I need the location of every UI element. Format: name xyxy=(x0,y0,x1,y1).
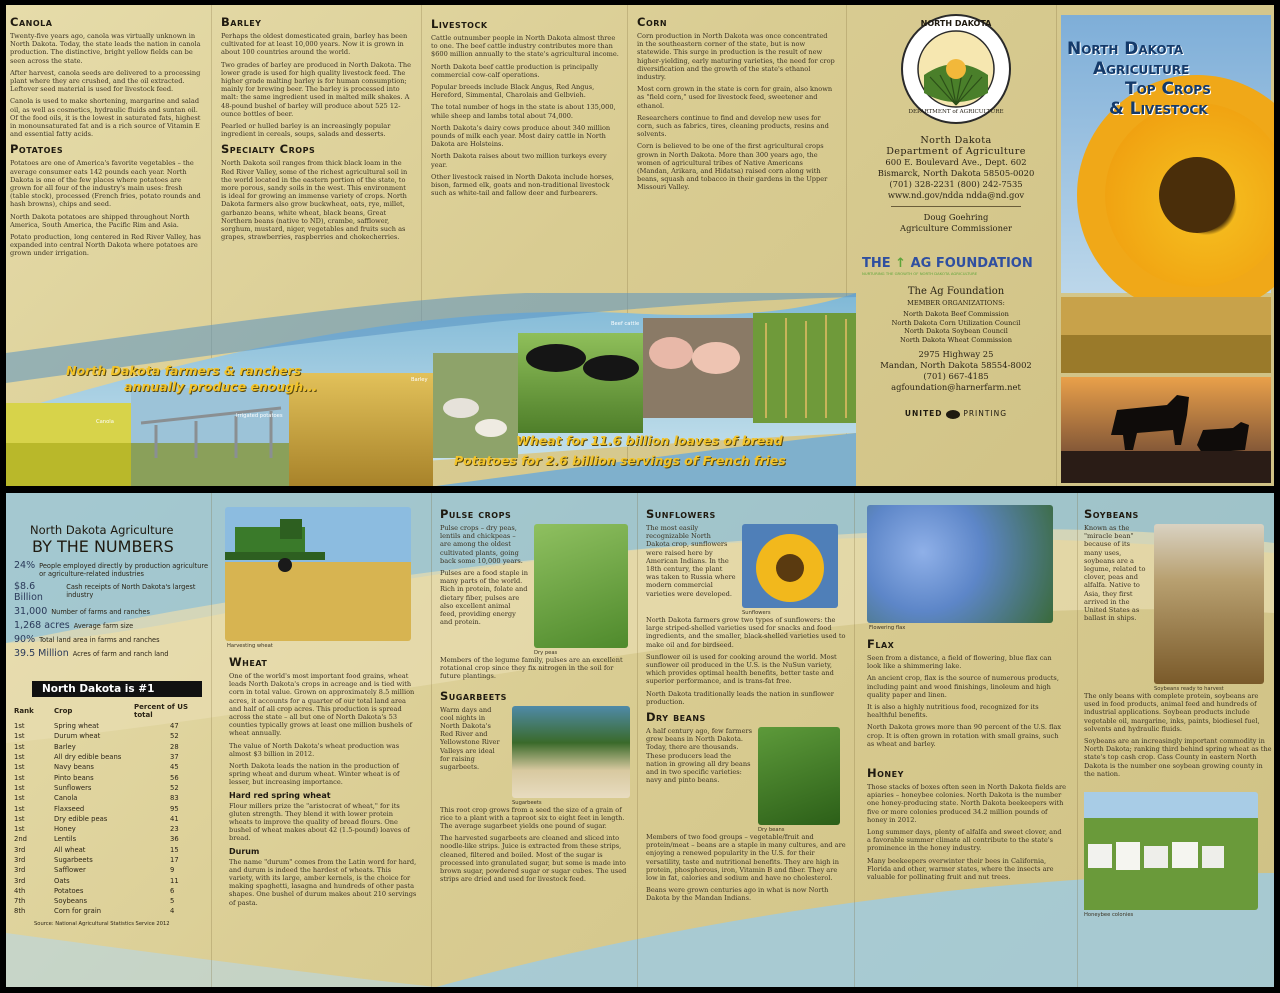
pulse-heading: Pulse crops xyxy=(440,507,512,521)
flowering-flax-photo xyxy=(867,505,1053,623)
caption-beef-cattle: Beef cattle xyxy=(611,321,640,327)
rank-cell-percent: 52 xyxy=(170,783,179,792)
member-org-1: North Dakota Beef Commission xyxy=(903,310,1009,319)
sprout-icon: ↑ xyxy=(895,256,907,271)
livestock-text-4: The total number of hogs in the state is about 135,000, while sheep and lambs total about 74,000. xyxy=(431,103,616,120)
livestock-text-2: North Dakota beef cattle production is principally commercial cow-calf operations. xyxy=(431,62,599,79)
honey-text-3: Many beekeepers overwinter their bees in California, Florida and other, warmer states, where the insects are valuable for pollinating fruit and nut trees. xyxy=(867,856,1054,882)
panel-livestock xyxy=(431,13,621,263)
rank-table-row xyxy=(14,834,204,844)
rank-cell-percent: 28 xyxy=(170,742,179,751)
seal-top-text: NORTH DAKOTA xyxy=(920,19,992,28)
panel-sunflowers-drybeans xyxy=(646,503,848,983)
barley-text-2: Two grades of barley are produced in North Dakota. The lower grade is used for high quality livestock feed. The higher grade malting barley is for human consumption; mainly for brewing beer. The barley is processed into malt: the same ingredient used in malted milk shakes. A 48-pound bushel of barley will produce about 525 12-ounce bottles of beer. xyxy=(221,60,412,118)
rank-table-row xyxy=(14,855,204,865)
col-percent-header: Percent of US total xyxy=(134,703,189,719)
number-value: 24% xyxy=(14,560,36,571)
numbers-source: Source: National Agricultural Statistics Service 2012 xyxy=(34,920,170,927)
col-crop-header: Crop xyxy=(54,707,73,715)
beehives-image xyxy=(1084,792,1258,910)
foundation-phone: (701) 667-4185 xyxy=(923,371,989,382)
rank-table-row xyxy=(14,772,204,782)
rank-table-row xyxy=(14,896,204,906)
rank-cell-percent: 4 xyxy=(170,907,175,916)
rank-cell-crop: Flaxseed xyxy=(54,804,85,813)
harvesting-wheat-photo xyxy=(225,507,411,641)
foundation-email: agfoundation@harnerfarm.net xyxy=(891,382,1021,393)
cover-title-line3: Top Crops xyxy=(1125,79,1211,99)
number-value: 90% xyxy=(14,634,36,645)
barley-text-3: Pearled or hulled barley is an increasingly popular ingredient in cereals, soups, salads and desserts. xyxy=(221,122,391,139)
sunflowers-text-4: North Dakota traditionally leads the nation in sunflower production. xyxy=(646,689,834,706)
drybeans-text-3: Beans were grown centuries ago in what is now North Dakota by the Mandan Indians. xyxy=(646,886,829,903)
rank-table-row xyxy=(14,762,204,772)
number-desc: Cash receipts of North Dakota's largest industry xyxy=(66,583,196,599)
wheat-text-1: One of the world's most important food grains, wheat leads North Dakota's crops in acreage and is tied with corn in total value. Grown on approximately 8.5 million acres, it accounts for a quarter of our total land area and half of all crop acres. This production is spread across the state – all but one of North Dakota's 53 counties typically grows at least one million bushels of wheat annually. xyxy=(229,672,415,738)
sunflowers-text-3: Sunflower oil is used for cooking around the world. Most sunflower oil produced in the U.S. is the NuSun variety, which provides optimal health benefits, better taste and superior performance, and is trans-fat free. xyxy=(646,652,837,686)
corn-text-1: Corn production in North Dakota was once concentrated in the southeastern corner of the state, but is now statewide. This surge in production is the result of new higher-yielding, early maturing varieties, the need for crop diversification and the growth of the state's ethanol industry. xyxy=(637,32,835,82)
foundation-address-2: Mandan, North Dakota 58554-8002 xyxy=(880,360,1032,371)
panel-pulse-sugarbeets xyxy=(440,503,634,983)
corn-heading: Corn xyxy=(637,15,668,29)
barley-text-1: Perhaps the oldest domesticated grain, barley has been cultivated for at least 10,000 years. Now it is grown in about 100 countries around the world. xyxy=(221,32,408,57)
rank-cell-crop: Sugarbeets xyxy=(54,856,93,864)
sugarbeets-caption: Sugarbeets xyxy=(512,799,542,806)
sugarbeets-text-1: Warm days and cool nights in North Dakota's Red River and Yellowstone River Valleys are ideal for raising sugarbeets. xyxy=(440,705,500,772)
drybeans-caption: Dry beans xyxy=(758,827,785,834)
rank-cell-crop: All dry edible beans xyxy=(54,753,122,762)
sunflowers-caption: Sunflowers xyxy=(742,610,771,616)
canola-text-1: Twenty-five years ago, canola was virtually unknown in North Dakota. Today, the state leads the nation in canola production. The distinctive, bright yellow fields can be seen across the state. xyxy=(10,32,201,65)
number-value: 31,000 xyxy=(14,606,48,617)
caption-canola: Canola xyxy=(96,419,114,425)
pulse-text-3: Members of the legume family, pulses are an excellent rotational crop since they fix nitrogen in the soil for future plantings. xyxy=(440,656,623,681)
soybeans-text-1: Known as the "miracle bean" because of its many uses, soybeans are a legume, related to clover, peas and alfalfa. Native to Asia, they first arrived in the United States as ballast in ships. xyxy=(1084,524,1146,623)
sunflowers-heading: Sunflowers xyxy=(646,507,716,521)
wheat-text-5: The name "durum" comes from the Latin word for hard, and durum is indeed the hardest of wheats. This variety, with its large, amber kernels, is the choice for making spaghetti, lasagna and hundreds of other pasta shapes. One bushel of durum makes about 210 servings of pasta. xyxy=(229,857,417,907)
banner-wheat: Wheat for 11.6 billion loaves of bread xyxy=(516,433,783,448)
honeybee-colonies-photo xyxy=(1084,792,1258,910)
potatoes-text-2: North Dakota potatoes are shipped throughout North America, South America, the Pacific Rim and Asia. xyxy=(10,212,190,229)
dept-name-line2: Department of Agriculture xyxy=(886,146,1026,157)
durum-heading: Durum xyxy=(229,846,260,856)
rank-cell-percent: 45 xyxy=(170,763,179,772)
banner-potatoes: Potatoes for 2.6 billion servings of French fries xyxy=(454,453,786,468)
rank-cell-rank: 1st xyxy=(14,753,25,762)
rank-cell-rank: 8th xyxy=(14,907,26,916)
caption-irrigated-potatoes: Irrigated potatoes xyxy=(236,413,283,419)
rank-cell-rank: 3rd xyxy=(14,856,26,864)
rank-cell-percent: 41 xyxy=(170,814,179,823)
printer-mark-icon xyxy=(946,410,960,419)
rank-title-bar xyxy=(32,681,202,697)
ag-foundation-logo xyxy=(862,256,1056,271)
rank-table-row xyxy=(14,742,204,752)
rank-table-row xyxy=(14,875,204,885)
flax-text-3: It is also a highly nutritious food, recognized for its healthful benefits. xyxy=(867,703,1039,720)
brochure-inside xyxy=(6,493,1274,987)
panel-by-the-numbers xyxy=(10,523,210,983)
panel-wheat xyxy=(221,507,425,983)
rank-cell-crop: Sunflowers xyxy=(54,783,92,792)
rank-cell-percent: 5 xyxy=(170,897,175,906)
sunflower-image xyxy=(742,524,838,608)
number-desc: Acres of farm and ranch land xyxy=(72,650,169,658)
number-desc: Total land area in farms and ranches xyxy=(39,636,160,644)
rank-table-row xyxy=(14,865,204,875)
rank-title: North Dakota is #1 xyxy=(42,683,155,695)
rank-table-row xyxy=(14,752,204,762)
logo-the: THE xyxy=(862,256,891,271)
number-desc: Number of farms and ranches xyxy=(51,608,150,616)
rank-cell-crop: Safflower xyxy=(54,866,86,875)
logo-ag-foundation: AG FOUNDATION xyxy=(910,256,1033,271)
livestock-text-6: North Dakota raises about two million turkeys every year. xyxy=(431,152,607,169)
flax-text-1: Seen from a distance, a field of flowering, blue flax can look like a shimmering lake. xyxy=(867,654,1052,671)
rank-cell-crop: Navy beans xyxy=(54,763,94,772)
flax-text-4: North Dakota grows more than 90 percent of the U.S. flax crop. It is often grown in rotation with small grains, such as wheat and barley. xyxy=(867,723,1062,748)
livestock-text-1: Cattle outnumber people in North Dakota almost three to one. The beef cattle industry contributes more than $600 million annually to the state's agricultural income. xyxy=(431,34,619,59)
soybeans-heading: Soybeans xyxy=(1084,507,1139,521)
specialty-text-1: North Dakota soil ranges from thick black loam in the Red River Valley, some of the richest agricultural soil in the world located in the eastern portion of the state, to more porous, sandy soils in the west. This environment is ideal for growing an immense variety of crops. North Dakota farmers also grow buckwheat, oats, rye, millet, garbanzo beans, white wheat, black beans, Great Northern beans (native to ND), crambe, safflower, sorghum, mustard, niger, vegetables and fruits such as grapes, strawberries, raspberries and chokecherries. xyxy=(221,159,408,242)
rank-table-row xyxy=(14,906,204,916)
wheat-text-2: The value of North Dakota's wheat production was almost $3 billion in 2012. xyxy=(229,741,400,758)
rank-cell-rank: 1st xyxy=(14,814,25,823)
sugarbeets-heading: Sugarbeets xyxy=(440,688,507,703)
sugarbeets-text-2: This root crop grows from a seed the size of a grain of rice to a plant with a taproot six to eight feet in length. The average sugarbeet yields one pound of sugar. xyxy=(440,805,625,831)
numbers-heading-2: BY THE NUMBERS xyxy=(32,537,174,556)
rank-table-row xyxy=(14,793,204,803)
rank-cell-crop: Soybeans xyxy=(54,897,88,906)
honey-text-1: Those stacks of boxes often seen in North Dakota fields are apiaries – honeybee colonies. North Dakota is the number one honey-producing state. North Dakota beekeepers with five or more colonies produced 34.2 million pounds of honey in 2012. xyxy=(867,783,1067,824)
pulse-text-2: Pulses are a food staple in many parts of the world. Rich in protein, folate and dietary fiber, pulses are also excellent animal feed, providing energy and protein. xyxy=(440,569,529,627)
rank-cell-percent: 9 xyxy=(170,866,175,875)
rank-cell-percent: 15 xyxy=(170,845,179,854)
rank-cell-rank: 1st xyxy=(14,773,25,782)
sugarbeets-text-3: The harvested sugarbeets are cleaned and sliced into noodle-like strips. Juice is extracted from these strips, cleaned, filtered and boiled. Most of the sugar is processed into granulated sugar, but some is made into brown sugar, powdered sugar or sugar cubes. The used strips are dried and used for livestock feed. xyxy=(440,834,627,884)
soybeans-text-2: The only beans with complete protein, soybeans are used in food products, animal feed and hundreds of industrial applications. Soybean products include vegetable oil, margarine, inks, paints, biodiesel fuel, solvents and hydraulic fluids. xyxy=(1084,692,1260,733)
potatoes-text-3: Potato production, long centered in Red River Valley, has expanded into central North Dakota where potatoes are grown under irrigation. xyxy=(10,233,201,258)
numbers-heading-1: North Dakota Agriculture xyxy=(30,523,174,537)
rank-table-row xyxy=(14,845,204,855)
rank-table-row xyxy=(14,731,204,741)
dept-address-1: 600 E. Boulevard Ave., Dept. 602 xyxy=(885,157,1027,167)
cover-title-line1: North Dakota xyxy=(1067,39,1184,59)
wheat-heading: Wheat xyxy=(229,655,268,669)
combine-image xyxy=(225,507,411,641)
member-org-2: North Dakota Corn Utilization Council xyxy=(891,318,1021,327)
flax-heading: Flax xyxy=(867,637,895,651)
barley-heading: Barley xyxy=(221,15,262,29)
foundation-address-1: 2975 Highway 25 xyxy=(918,349,994,360)
number-item xyxy=(14,634,210,645)
soybeans-caption: Soybeans ready to harvest xyxy=(1154,686,1224,692)
panel-cover xyxy=(1057,5,1274,486)
potatoes-heading: Potatoes xyxy=(10,142,64,157)
rank-cell-percent: 83 xyxy=(170,794,179,803)
livestock-text-7: Other livestock raised in North Dakota include horses, bison, farmed elk, goats and non-traditional livestock such as white-tail and fallow deer and furbearers. xyxy=(431,172,614,198)
rank-cell-rank: 1st xyxy=(14,804,25,813)
honey-text-2: Long summer days, plenty of alfalfa and sweet clover, and a favorable summer climate all contribute to the state's prominence in the honey industry. xyxy=(867,828,1062,853)
rank-cell-percent: 56 xyxy=(170,773,179,782)
banner-farmers-line1: North Dakota farmers & ranchers xyxy=(66,363,302,378)
commissioner-title: Agriculture Commissioner xyxy=(900,223,1012,233)
rank-cell-rank: 2nd xyxy=(14,835,27,844)
rank-cell-percent: 6 xyxy=(170,886,175,895)
commissioner-name: Doug Goehring xyxy=(923,212,989,222)
sunflowers-text-2: North Dakota farmers grow two types of sunflowers: the large striped-shelled varieties used for snacks and food ingredients, and the smaller, black-shelled varieties used to make oil and for birdseed. xyxy=(646,616,846,649)
corn-text-3: Researchers continue to find and develop new uses for corn, such as fabrics, tires, cleaning products, resins and solvents. xyxy=(637,113,829,139)
rank-cell-rank: 1st xyxy=(14,742,25,751)
flax-text-2: An ancient crop, flax is the source of numerous products, including paint and wood finishings, linoleum and high quality paper and linen. xyxy=(867,674,1059,699)
panel-contact xyxy=(856,13,1056,483)
canola-heading: Canola xyxy=(10,15,53,29)
rank-cell-crop: Lentils xyxy=(54,835,77,844)
rank-cell-percent: 52 xyxy=(170,732,179,741)
rank-cell-crop: Oats xyxy=(54,876,70,885)
rank-cell-percent: 37 xyxy=(170,753,179,762)
printer-printing: PRINTING xyxy=(963,409,1008,419)
honey-caption: Honeybee colonies xyxy=(1084,912,1134,919)
rank-cell-crop: Honey xyxy=(54,825,76,834)
cover-title xyxy=(1067,39,1272,119)
cover-title-line4: & Livestock xyxy=(1109,99,1208,119)
rank-cell-rank: 3rd xyxy=(14,876,26,885)
dept-phones: (701) 328-2231 (800) 242-7535 xyxy=(889,179,1023,189)
rank-cell-crop: Barley xyxy=(54,742,76,751)
member-org-4: North Dakota Wheat Commission xyxy=(899,335,1013,344)
rank-cell-percent: 95 xyxy=(170,804,179,813)
rank-cell-rank: 1st xyxy=(14,794,25,803)
number-item xyxy=(14,620,210,631)
hard-red-spring-heading: Hard red spring wheat xyxy=(229,790,331,800)
corn-text-4: Corn is believed to be one of the first agricultural crops grown in North Dakota. More than 300 years ago, the women of agricultural tribes of Native Americans (Mandan, Arikara, and Hidatsa) raised corn along with beans, squash and tobacco in their gardens in the Upper Missouri Valley. xyxy=(637,142,828,192)
number-value: 39.5 Million xyxy=(14,648,69,659)
printer-logo xyxy=(856,409,1056,419)
rank-cell-crop: All wheat xyxy=(54,845,86,854)
sunflowers-photo xyxy=(742,524,838,608)
dept-address-2: Bismarck, North Dakota 58505-0020 xyxy=(877,168,1035,178)
dept-name-line1: North Dakota xyxy=(920,135,992,146)
rank-cell-rank: 1st xyxy=(14,732,25,741)
panel-corn xyxy=(637,11,835,251)
pulse-text-1: Pulse crops – dry peas, lentils and chickpeas – are among the oldest cultivated plants, going back some 10,000 years. xyxy=(440,524,523,565)
wheat-photo-caption: Harvesting wheat xyxy=(227,643,273,649)
livestock-heading: Livestock xyxy=(431,17,488,31)
soybeans-photo xyxy=(1154,524,1264,684)
rank-cell-percent: 47 xyxy=(170,722,179,731)
rank-cell-crop: Potatoes xyxy=(54,886,84,895)
rank-cell-rank: 1st xyxy=(14,722,25,731)
dry-peas-caption: Dry peas xyxy=(534,650,558,656)
rank-cell-crop: Canola xyxy=(54,794,78,803)
foundation-tagline: NURTURING THE GROWTH OF NORTH DAKOTA AGRICULTURE xyxy=(862,271,978,276)
rank-cell-rank: 4th xyxy=(14,886,26,895)
number-item xyxy=(14,648,210,659)
canola-text-3: Canola is used to make shortening, margarine and salad oil, as well as cosmetics, hydraulic fluids and suntan oil. Of the food oils, it is the lowest in saturated fats, highest in monounsaturated fat and is a rich source of Vitamin E and essential fatty acids. xyxy=(10,97,201,139)
banner-farmers-line2: annually produce enough... xyxy=(124,379,318,394)
rank-table-header xyxy=(14,703,204,721)
rank-table-row xyxy=(14,783,204,793)
soybeans-text-3: Soybeans are an increasingly important commodity in North Dakota; ranking third behind spring wheat as the state's top cash crop. Cass County in eastern North Dakota is the number one soybean growing county in the nation. xyxy=(1084,737,1272,778)
printer-united: UNITED xyxy=(904,409,943,419)
honey-heading: Honey xyxy=(867,766,904,781)
wheat-text-3: North Dakota leads the nation in the production of spring wheat and durum wheat. Winter wheat is of lesser, but increasing importance. xyxy=(229,762,400,787)
rank-cell-rank: 3rd xyxy=(14,845,26,854)
caption-barley: Barley xyxy=(411,377,428,383)
rank-table-row xyxy=(14,814,204,824)
numbers-list xyxy=(10,560,210,659)
panel-barley-specialty xyxy=(221,11,413,341)
rank-table-body xyxy=(14,721,204,917)
potatoes-text-1: Potatoes are one of America's favorite vegetables – the average consumer eats 142 pounds each year. North Dakota is one of the few places where potatoes are grown for all four of the industry's main uses: fresh (table stock), processed (French fries, potato rounds and hash browns), chips and seed. xyxy=(10,159,201,209)
panel-canola-potatoes xyxy=(10,11,202,341)
dry-peas-photo xyxy=(534,524,628,648)
seal-bottom-text: DEPARTMENT of AGRICULTURE xyxy=(908,109,1004,115)
rank-cell-rank: 1st xyxy=(14,783,25,792)
flax-caption: Flowering flax xyxy=(869,625,906,631)
number-desc: People employed directly by production agriculture or agriculture-related industries xyxy=(39,562,209,578)
rank-cell-rank: 1st xyxy=(14,763,25,772)
drybeans-text-1: A half century ago, few farmers grew beans in North Dakota. Today, there are thousands. These producers lead the nation in growing all dry beans and in two specific varieties: navy and pinto beans. xyxy=(646,727,753,785)
rank-table-row xyxy=(14,824,204,834)
cover-title-line2: Agriculture xyxy=(1093,59,1190,79)
rank-cell-percent: 17 xyxy=(170,856,179,864)
rank-cell-rank: 1st xyxy=(14,825,25,834)
number-item xyxy=(14,581,210,603)
dry-beans-photo xyxy=(758,727,840,825)
sunflowers-text-1: The most easily recognizable North Dakota crop, sunflowers were raised here by American Indians. In the 18th century, the plant was taken to Russia where modern commercial varieties were developed. xyxy=(646,524,736,598)
dept-web-email: www.nd.gov/ndda ndda@nd.gov xyxy=(887,190,1025,200)
canola-text-2: After harvest, canola seeds are delivered to a processing plant where they are crushed, and the oil extracted. Leftover seed material is used for livestock feed. xyxy=(10,68,201,94)
sugarbeets-photo xyxy=(512,706,630,798)
specialty-heading: Specialty Crops xyxy=(221,142,316,157)
col-rank-header: Rank xyxy=(14,707,34,715)
number-item xyxy=(14,606,210,617)
rank-cell-rank: 3rd xyxy=(14,866,26,875)
rank-cell-percent: 23 xyxy=(170,825,179,834)
rank-cell-crop: Spring wheat xyxy=(54,722,99,731)
brochure-outside xyxy=(6,5,1274,486)
rank-cell-percent: 36 xyxy=(170,835,179,844)
rank-table-row xyxy=(14,721,204,731)
corn-text-2: Most corn grown in the state is corn for grain, also known as "field corn," used for livestock feed, sweetener and ethanol. xyxy=(637,85,833,110)
rank-cell-crop: Durum wheat xyxy=(54,732,101,741)
drybeans-heading: Dry beans xyxy=(646,710,706,725)
number-value: $8.6 Billion xyxy=(14,581,43,603)
rank-table-row xyxy=(14,803,204,813)
panel-flax-honey xyxy=(867,505,1067,983)
wheat-text-4: Flour millers prize the "aristocrat of wheat," for its gluten strength. They blend it with lower protein wheats to improve the quality of bread flours. One bushel of wheat makes about 42 (1.5-pound) loaves of bread. xyxy=(229,801,410,843)
rank-table xyxy=(14,703,204,917)
panel-soybeans xyxy=(1084,503,1272,983)
number-desc: Average farm size xyxy=(73,622,134,630)
member-orgs-label: MEMBER ORGANIZATIONS: xyxy=(907,299,1005,307)
livestock-text-5: North Dakota's dairy cows produce about 340 million pounds of milk each year. Most dairy cattle in North Dakota are Holsteins. xyxy=(431,123,611,149)
number-value: 1,268 acres xyxy=(14,620,70,631)
rank-table-row xyxy=(14,886,204,896)
rank-cell-percent: 11 xyxy=(170,876,179,885)
drybeans-text-2: Members of two food groups – vegetable/fruit and protein/meat – beans are a staple in many cultures, and are enjoying a renewed popularity in the U.S. for their versatility, taste and nutritional benefits. They are high in protein, phosphorous, iron, Vitamin B and fiber. They are low in fat, calories and sodium and have no cholesterol. xyxy=(646,833,846,883)
ndda-seal xyxy=(900,13,1012,125)
rank-cell-crop: Corn for grain xyxy=(54,907,102,916)
number-item xyxy=(14,560,210,578)
rank-cell-crop: Pinto beans xyxy=(54,773,94,782)
foundation-name: The Ag Foundation xyxy=(907,286,1005,297)
rank-cell-crop: Dry edible peas xyxy=(54,814,108,823)
member-org-3: North Dakota Soybean Council xyxy=(904,327,1008,336)
rank-cell-rank: 7th xyxy=(14,897,26,906)
livestock-text-3: Popular breeds include Black Angus, Red Angus, Hereford, Simmental, Charolais and Gelbvieh. xyxy=(431,83,595,100)
